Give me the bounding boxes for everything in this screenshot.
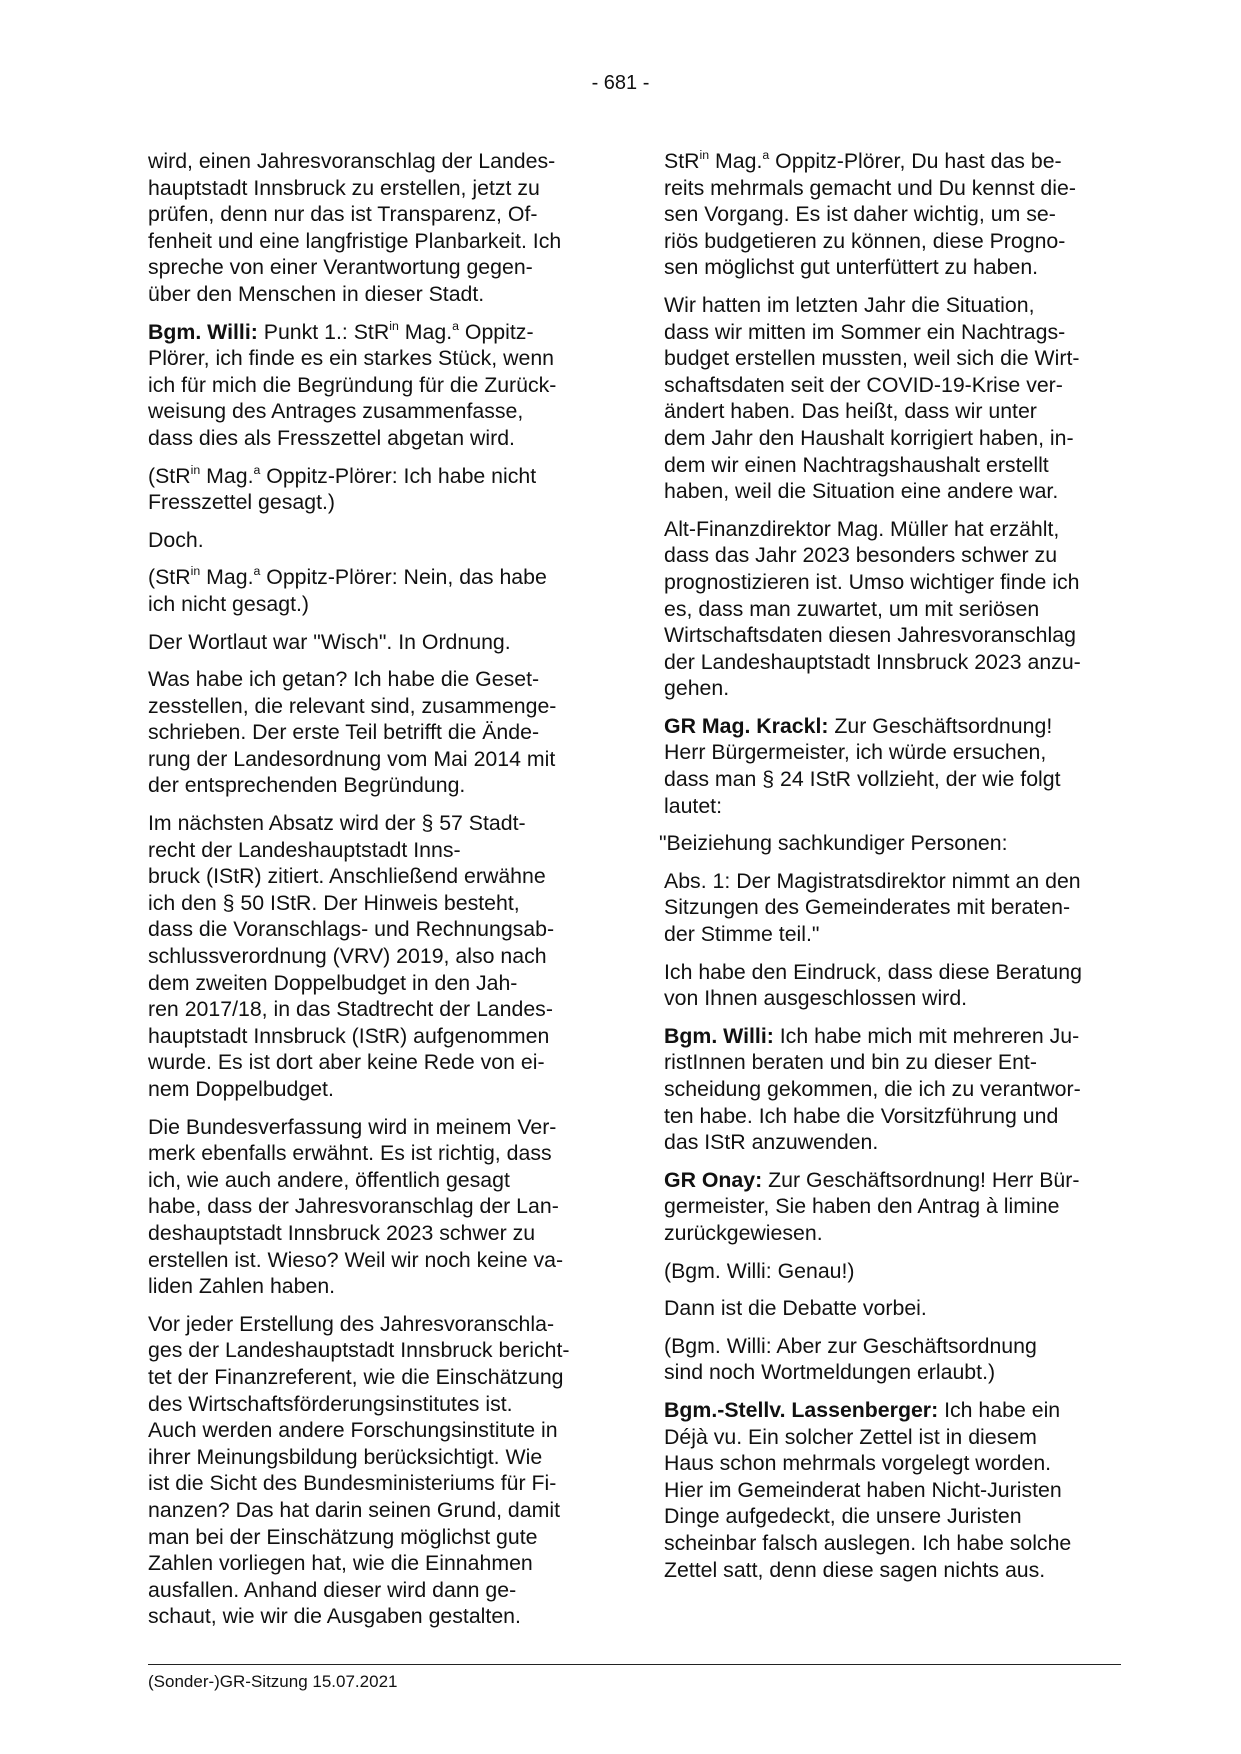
speaker-paragraph: Bgm. Willi: Ich habe mich mit mehreren Ju- ristInnen beraten und bin zu dieser Ent- scheidung gekommen, die ich zu verantwor- ten habe. Ich habe die Vorsitzführung und das IStR anzuwenden.: [664, 1023, 1081, 1155]
paragraph: Wir hatten im letzten Jahr die Situation, dass wir mitten im Sommer ein Nachtrags- budget erstellen mussten, weil sich die Wirt- schaftsdaten seit der COVID-19-Krise ver- ändert haben. Das heißt, dass wir unter dem Jahr den Haushalt korrigiert haben, in- dem wir einen Nachtragshaushalt erstellt haben, weil die Situation eine andere war.: [664, 292, 1080, 504]
speaker-name: Bgm. Willi:: [664, 1023, 774, 1048]
paragraph: Im nächsten Absatz wird der § 57 Stadt- recht der Landeshauptstadt Inns- bruck (IStR) zitiert. Anschließend erwähne ich den § 50 IStR. Der Hinweis besteht, dass die Voranschlags- und Rechnungsab- schlussverordnung (VRV) 2019, also nach dem zweiten Doppelbudget in den Jah- ren 2017/18, in das Stadtrecht der Landes- hauptstadt Innsbruck (IStR) aufgenommen wurde. Es ist dort aber keine Rede von ei- nem Doppelbudget.: [148, 811, 555, 1101]
left-column: [148, 148, 600, 1641]
speaker-paragraph: GR Mag. Krackl: Zur Geschäftsordnung! Herr Bürgermeister, ich würde ersuchen, dass man § 24 IStR vollzieht, der wie folgt lautet:: [664, 713, 1061, 818]
page-number: - 681 -: [591, 72, 650, 94]
paragraph: Der Wortlaut war "Wisch". In Ordnung.: [148, 629, 511, 654]
paragraph: StR$^{in}$ Mag.$^a$ Oppitz-Plörer, Du hast das be- reits mehrmals gemacht und Du kennst die- sen Vorgang. Es ist daher wichtig, um se- riös budgetieren zu können, diese Progno- sen möglichst gut unterfüttert zu haben.: [664, 147, 1076, 280]
quote: "Beiziehung sachkundiger Personen:: [659, 831, 1008, 856]
paragraph: Die Bundesverfassung wird in meinem Ver- merk ebenfalls erwähnt. Es ist richtig, dass ich, wie auch andere, öffentlich gesagt habe, dass der Jahresvoranschlag der Lan- deshauptstadt Innsbruck 2023 schwer zu erstellen ist. Wieso? Weil wir noch keine va- liden Zahlen haben.: [148, 1114, 564, 1299]
speaker-name: GR Onay:: [664, 1167, 763, 1192]
speaker-paragraph: Bgm. Willi: Punkt 1.: StR$^{in}$ Mag.$^a$ Oppitz- Plörer, ich finde es ein starkes Stück, wenn ich für mich die Begründung für die Zurück- weisung des Antrages zusammenfasse, dass dies als Fresszettel abgetan wird.: [148, 318, 557, 450]
quote: Abs. 1: Der Magistratsdirektor nimmt an den Sitzungen des Gemeinderates mit beraten- der Stimme teil.": [664, 868, 1081, 947]
paragraph: Dann ist die Debatte vorbei.: [664, 1296, 927, 1321]
interjection: (StR$^{in}$ Mag.$^a$ Oppitz-Plörer: Nein, das habe ich nicht gesagt.): [148, 564, 547, 616]
right-column: [659, 147, 1116, 1594]
speaker-paragraph: GR Onay: Zur Geschäftsordnung! Herr Bür- germeister, Sie haben den Antrag à limine zurückgewiesen.: [664, 1167, 1080, 1245]
footer-session: (Sonder-)GR-Sitzung 15.07.2021: [148, 1672, 398, 1691]
footer-divider: [148, 1664, 1121, 1665]
paragraph: Ich habe den Eindruck, dass diese Beratung von Ihnen ausgeschlossen wird.: [664, 959, 1082, 1011]
paragraph: Was habe ich getan? Ich habe die Geset- zesstellen, die relevant sind, zusammenge- schrieben. Der erste Teil betrifft die Ände- rung der Landesordnung vom Mai 2014 mit der entsprechenden Begründung.: [148, 667, 557, 798]
interjection: (Bgm. Willi: Aber zur Geschäftsordnung sind noch Wortmeldungen erlaubt.): [664, 1333, 1037, 1385]
interjection: (StR$^{in}$ Mag.$^a$ Oppitz-Plörer: Ich habe nicht Fresszettel gesagt.): [148, 462, 537, 515]
paragraph: Alt-Finanzdirektor Mag. Müller hat erzählt, dass das Jahr 2023 besonders schwer zu prognostizieren ist. Umso wichtiger finde ich es, dass man zuwartet, um mit seriösen Wirtschaftsdaten diesen Jahresvoranschlag der Landeshauptstadt Innsbruck 2023 anzu- gehen.: [664, 516, 1081, 701]
speaker-paragraph: Bgm.-Stellv. Lassenberger: Ich habe ein Déjà vu. Ein solcher Zettel ist in diesem Haus schon mehrmals vorgelegt worden. Hier im Gemeinderat haben Nicht-Juristen Dinge aufgedeckt, die unsere Juristen scheinbar falsch auslegen. Ich habe solche Zettel satt, denn diese sagen nichts aus.: [664, 1397, 1072, 1582]
speaker-name: Bgm.-Stellv. Lassenberger:: [664, 1397, 939, 1422]
paragraph: Doch.: [148, 527, 204, 552]
interjection: (Bgm. Willi: Genau!): [664, 1258, 855, 1283]
paragraph: wird, einen Jahresvoranschlag der Landes- hauptstadt Innsbruck zu erstellen, jetzt zu prüfen, denn nur das ist Transparenz, Of- fenheit und eine langfristige Planbarkeit. Ich spreche von einer Verantwortung gegen- über den Menschen in dieser Stadt.: [148, 149, 562, 306]
speaker-name: GR Mag. Krackl:: [664, 713, 829, 738]
paragraph: Vor jeder Erstellung des Jahresvoranschla- ges der Landeshauptstadt Innsbruck bericht- tet der Finanzreferent, wie die Einschätzung des Wirtschaftsförderungsinstitutes ist. Auch werden andere Forschungsinstitute in ihrer Meinungsbildung berücksichtigt. Wie ist die Sicht des Bundesministeriums für Fi- nanzen? Das hat darin seinen Grund, damit man bei der Einschätzung möglichst gute Zahlen vorliegen hat, wie die Einnahmen ausfallen. Anhand dieser wird dann ge- schaut, wie wir die Ausgaben gestalten.: [148, 1311, 570, 1629]
speaker-name: Bgm. Willi:: [148, 319, 258, 344]
